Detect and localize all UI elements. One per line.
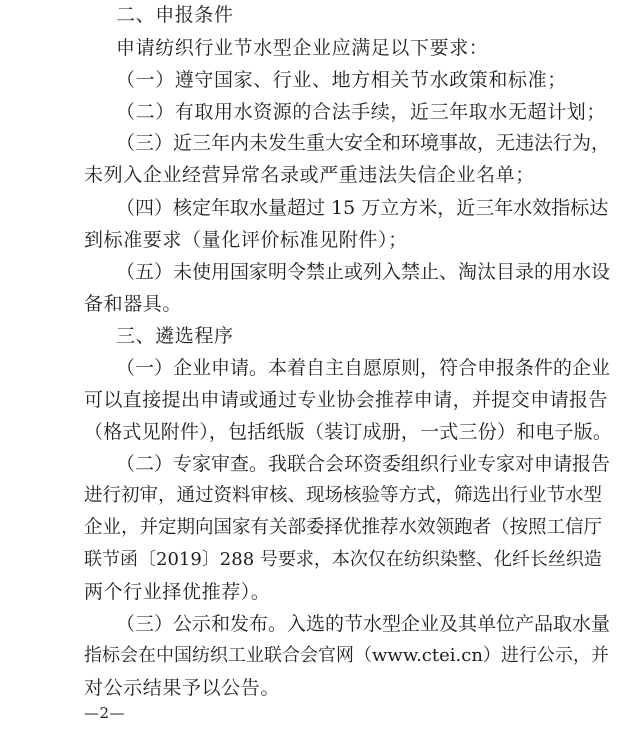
section-heading-selection-procedure: 三、遴选程序 [116,325,234,347]
paragraph-line: （格式见附件），包括纸版（装订成册，一式三份）和电子版。 [84,421,613,443]
paragraph-line: 对公示结果予以公告。 [84,677,281,699]
paragraph-line: 指标会在中国纺织工业联合会官网（www.ctei.cn）进行公示，并 [84,645,609,666]
list-item-line: （三）近三年内未发生重大安全和环境事故，无违法行为， [116,132,611,154]
list-item-line: （一）遵守国家、行业、地方相关节水政策和标准； [116,69,567,91]
list-item-line: 备和器具。 [84,293,183,315]
section-heading-application-conditions: 二、申报条件 [116,4,234,26]
paragraph-line: 进行初审，通过资料审核、现场核验等方式，筛选出行业节水型 [84,485,603,506]
list-item-line: 到标准要求（量化评价标准见附件）； [84,229,408,251]
paragraph-line: （二）专家审查。我联合会环资委组织行业专家对申请报告 [116,453,611,475]
paragraph-line: 联节函〔2019〕288 号要求，本次仅在纺织染整、化纤长丝织造 [84,549,602,570]
page-number: —2— [84,704,126,722]
paragraph-line: 申请纺织行业节水型企业应满足以下要求： [116,37,489,59]
paragraph-line: 两个行业择优推荐）。 [84,581,271,603]
paragraph-line: （三）公示和发布。入选的节水型企业及其单位产品取水量 [116,613,611,635]
paragraph-line: 企业，并定期向国家有关部委择优推荐水效领跑者（按照工信厅 [84,517,603,538]
list-item-line: （二）有取用水资源的合法手续，近三年取水无超计划； [116,101,607,123]
list-item-line: 未列入企业经营异常名录或严重违法失信企业名单； [84,164,535,186]
list-item-line: （四）核定年取水量超过 15 万立方米，近三年水效指标达 [116,197,609,219]
paragraph-line: 可以直接提出申请或通过专业协会推荐申请，并提交申请报告 [84,389,608,411]
paragraph-line: （一）企业申请。本着自主自愿原则，符合申报条件的企业 [116,357,611,379]
list-item-line: （五）未使用国家明令禁止或列入禁止、淘汰目录的用水设 [116,261,611,283]
